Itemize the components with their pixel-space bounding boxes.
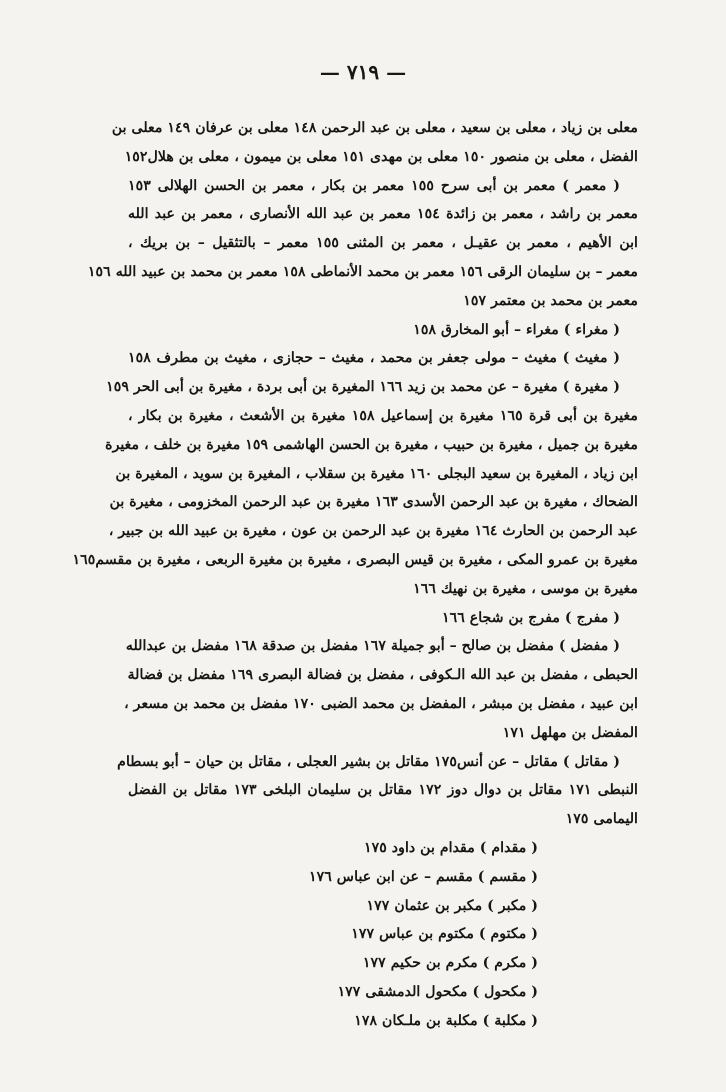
text-line: ( مغيث ) مغيث – مولى جعفر بن محمد ، مغيث – حجازى ، مغيث بن مطرف ١٥٨ bbox=[128, 350, 620, 367]
text-line: ( مقسم ) مقسم – عن ابن عباس ١٧٦ bbox=[308, 868, 538, 885]
text-line: ( مغراء ) مغراء – أبو المخارق ١٥٨ bbox=[413, 321, 620, 338]
text-line: ابن الأهيم ، معمر بن عقيـل ، معمر بن المثنى ١٥٥ معمر – بالتثقيل – بن بريك ، bbox=[128, 235, 639, 252]
text-line: النبطى ١٧١ مقاتل بن دوال دوز ١٧٢ مقاتل بن سليمان البلخى ١٧٣ مقاتل بن الفضل bbox=[128, 782, 638, 799]
text-line: ( مغيرة ) مغيرة – عن محمد بن زيد ١٦٦ المغيرة بن أبى بردة ، مغيرة بن أبى الحر ١٥٩ bbox=[106, 379, 620, 396]
text-line: ( مكتوم ) مكتوم بن عباس ١٧٧ bbox=[351, 926, 538, 943]
page-number: — ٧١٩ — bbox=[319, 60, 407, 84]
text-line: ( معمر ) معمر بن أبى سرح ١٥٥ معمر بن بكار ، معمر بن الحسن الهلالى ١٥٣ bbox=[128, 177, 620, 194]
text-line: مغيرة بن جميل ، مغيرة بن حبيب ، مغيرة بن الحسن الهاشمى ١٥٩ مغيرة بن خلف ، مغيرة bbox=[105, 436, 638, 453]
text-line: معمر بن محمد بن معتمر ١٥٧ bbox=[463, 292, 638, 309]
text-line: الضحاك ، مغيرة بن عبد الرحمن الأسدى ١٦٣ مغيرة بن عبد الرحمن المخزومى ، مغيرة بن bbox=[109, 494, 638, 511]
text-line: معمر – بن سليمان الرقى ١٥٦ معمر بن محمد الأنماطى ١٥٨ معمر بن محمد بن عبيد الله ١٥٦ bbox=[87, 263, 638, 280]
text-line: عبد الرحمن بن الحارث ١٦٤ مغيرة بن عبد الرحمن بن عون ، مغيرة بن عبيد الله بن جبير ، bbox=[108, 523, 638, 540]
text-line: ( مفرج ) مفرج بن شجاع ١٦٦ bbox=[441, 609, 620, 626]
index-text bbox=[72, 114, 639, 1036]
text-line: مغيرة بن عمرو المكى ، مغيرة بن قيس البصرى ، مغيرة بن مغيرة الربعى ، مغيرة بن مقسم١٦٥ bbox=[72, 551, 638, 568]
text-line: ابن زياد ، المغيرة بن سعيد البجلى ١٦٠ مغيرة بن سقلاب ، المغيرة بن سويد ، المغيرة بن bbox=[115, 465, 638, 482]
text-line: معلى بن زياد ، معلى بن سعيد ، معلى بن عبد الرحمن ١٤٨ معلى بن عرفان ١٤٩ معلى بن bbox=[111, 120, 638, 136]
text-line: الحبطى ، مفضل بن عبد الله الـكوفى ، مفضل بن فضالة البصرى ١٦٩ مفضل بن فضالة bbox=[127, 667, 638, 684]
text-line: ( مكحول ) مكحول الدمشقى ١٧٧ bbox=[337, 983, 538, 1000]
text-line: ابن عبيد ، مفضل بن مبشر ، المفضل بن محمد الضبى ١٧٠ مفضل بن محمد بن مسعر ، bbox=[124, 695, 638, 712]
text-line: اليمامى ١٧٥ bbox=[565, 811, 638, 828]
text-line: الفضل ، معلى بن منصور ١٥٠ معلى بن مهدى ١٥١ معلى بن ميمون ، معلى بن هلال١٥٢ bbox=[124, 148, 638, 165]
text-line: ( مكلبة ) مكلبة بن ملـكان ١٧٨ bbox=[354, 1012, 538, 1029]
text-line: ( مكبر ) مكبر بن عثمان ١٧٧ bbox=[366, 897, 538, 914]
text-line: مغيرة بن موسى ، مغيرة بن نهيك ١٦٦ bbox=[413, 580, 638, 597]
text-line: ( مقاتل ) مقاتل – عن أنس١٧٥ مقاتل بن بشير العجلى ، مقاتل بن حيان – أبو بسطام bbox=[117, 753, 620, 770]
text-line: معمر بن راشد ، معمر بن زائدة ١٥٤ معمر بن عبد الله الأنصارى ، معمر بن عبد الله bbox=[128, 206, 638, 223]
text-line: ( مقدام ) مقدام بن داود ١٧٥ bbox=[363, 839, 538, 856]
text-line: ( مكرم ) مكرم بن حكيم ١٧٧ bbox=[362, 955, 538, 972]
text-line: ( مفضل ) مفضل بن صالح – أبو جميلة ١٦٧ مفضل بن صدقة ١٦٨ مفضل بن عبدالله bbox=[125, 638, 620, 655]
text-line: المفضل بن مهلهل ١٧١ bbox=[502, 724, 638, 741]
text-line: مغيرة بن أبى قرة ١٦٥ مغيرة بن إسماعيل ١٥٨ مغيرة بن الأشعث ، مغيرة بن بكار ، bbox=[128, 407, 638, 424]
